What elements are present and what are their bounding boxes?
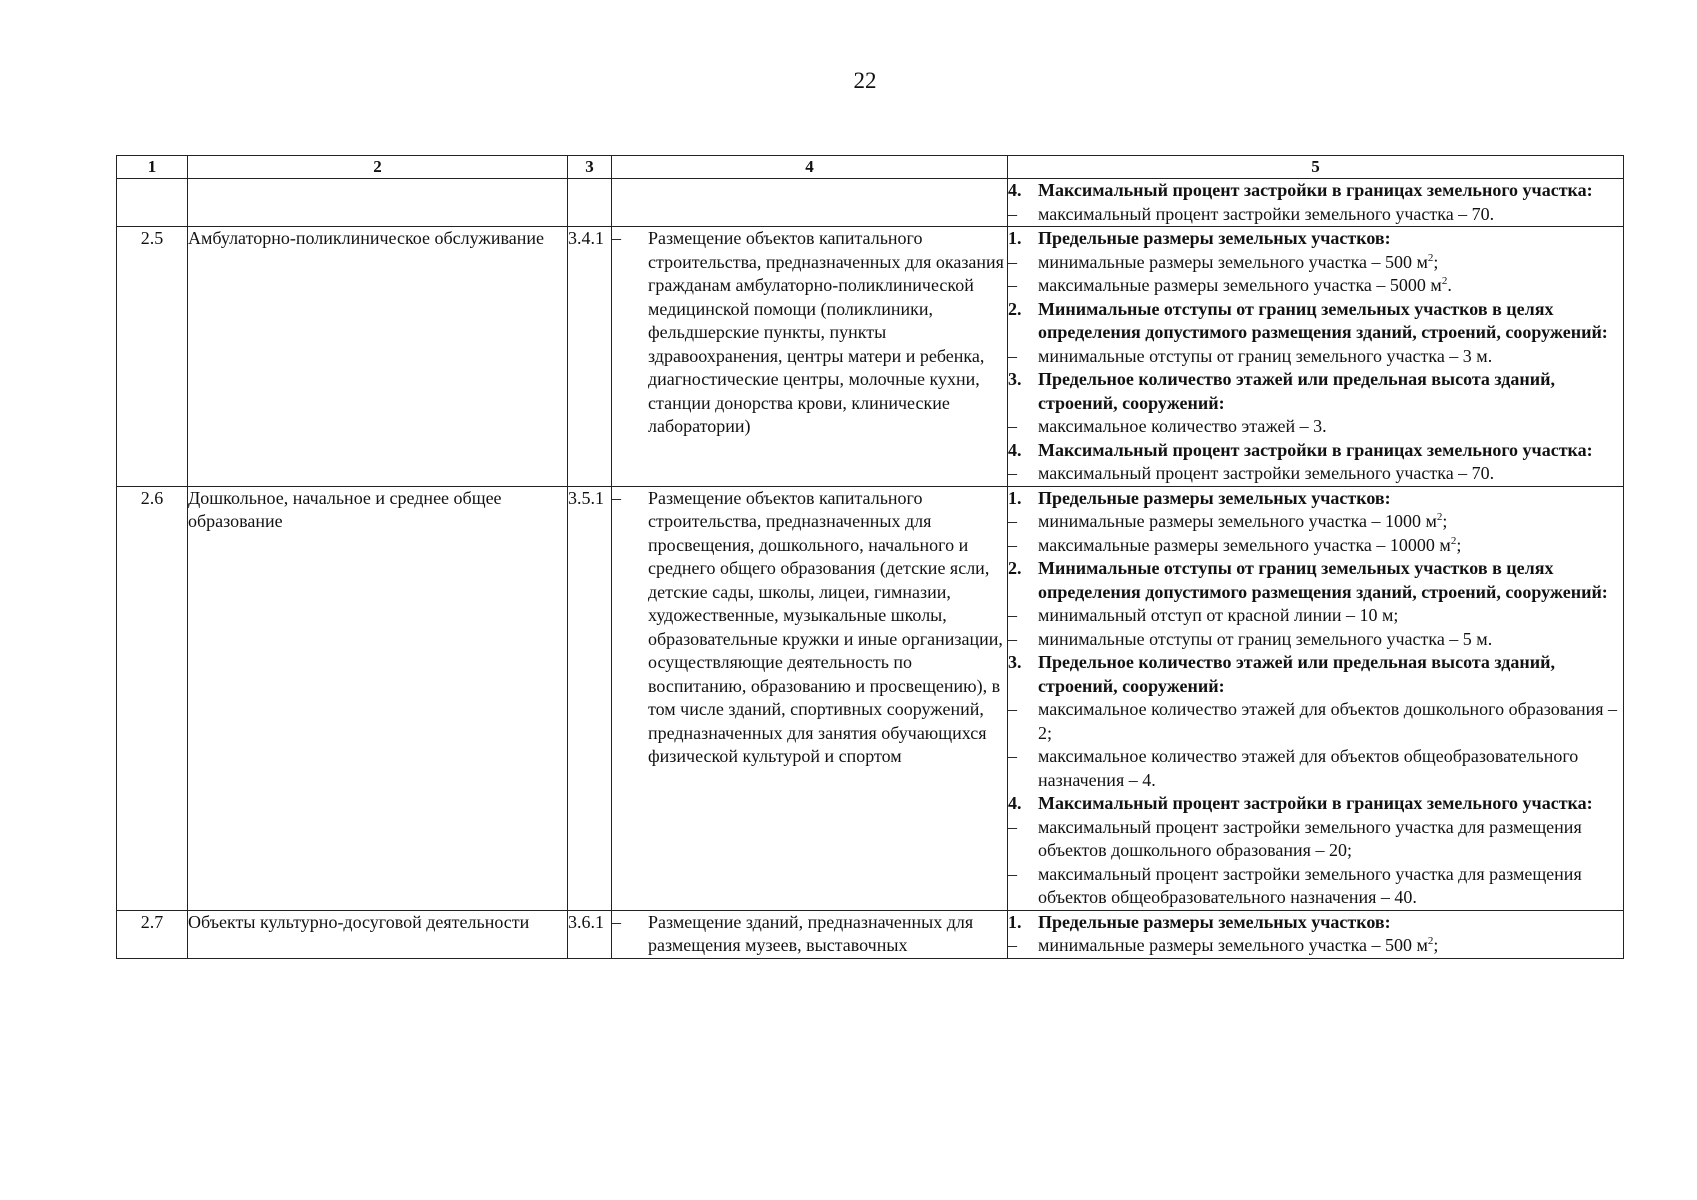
- item-text: [1038, 816, 1623, 863]
- item-text: [1038, 510, 1623, 534]
- item-marker: –: [1008, 628, 1017, 649]
- item-text-main: минимальные размеры земельного участка – 500 м: [1038, 935, 1428, 955]
- page-number: 22: [853, 68, 877, 93]
- item-text: [1038, 628, 1623, 652]
- classifier-code: [568, 179, 612, 227]
- row-number: 2.7: [117, 910, 188, 958]
- item-text: [1038, 179, 1623, 203]
- parameter-heading: [1008, 792, 1623, 816]
- item-marker: –: [1008, 251, 1017, 272]
- item-marker: –: [1008, 816, 1017, 837]
- header-col-2: 2: [188, 156, 568, 179]
- parameter-heading: [1008, 651, 1623, 698]
- header-col-4: 4: [612, 156, 1008, 179]
- item-text: [1038, 439, 1623, 463]
- item-text-main: Максимальный процент застройки в границах земельного участка:: [1038, 793, 1593, 813]
- parameter-heading: [1008, 368, 1623, 415]
- use-description-cell: [612, 910, 1008, 958]
- item-text-tail: ;: [1433, 251, 1439, 272]
- item-text-main: Предельные размеры земельных участков:: [1038, 911, 1391, 932]
- item-marker: –: [1008, 203, 1017, 224]
- use-type-name: Амбулаторно-поликлиническое обслуживание: [188, 227, 568, 487]
- header-col-3: 3: [568, 156, 612, 179]
- classifier-code: 3.4.1: [568, 227, 612, 487]
- item-text-main: Предельные размеры земельных участков:: [1038, 228, 1391, 248]
- item-text-main: Минимальные отступы от границ земельных участков в целях определения допустимого размещения зданий, строений, сооружений:: [1038, 558, 1608, 602]
- parameter-item: [1008, 345, 1623, 369]
- row-number: 2.5: [117, 227, 188, 487]
- item-text-main: Предельное количество этажей или предельная высота зданий, строений, сооружений:: [1038, 652, 1556, 696]
- parameter-item: [1008, 510, 1623, 534]
- item-marker: –: [1008, 511, 1017, 531]
- parameter-item: [1008, 745, 1623, 792]
- unit-superscript: 2: [1441, 275, 1448, 287]
- item-text: [1038, 462, 1623, 486]
- item-marker: 3.: [1008, 652, 1022, 672]
- header-col-5: 5: [1008, 156, 1624, 179]
- item-text-tail: ;: [1456, 534, 1462, 555]
- item-marker: –: [1008, 605, 1017, 625]
- item-marker: –: [1008, 863, 1017, 884]
- item-text: [1038, 345, 1623, 369]
- description-text: Размещение зданий, предназначенных для размещения музеев, выставочных: [648, 911, 974, 955]
- item-text-main: максимальный процент застройки земельного участка для размещения объектов дошкольного образования – 20;: [1038, 816, 1582, 860]
- parameter-item: [1008, 534, 1623, 558]
- parameter-item: [1008, 934, 1623, 958]
- item-marker: –: [1008, 345, 1017, 366]
- parameters-cell: [1008, 179, 1624, 227]
- item-text: [1038, 298, 1623, 345]
- item-text: [1038, 487, 1623, 511]
- item-text: [1038, 863, 1623, 910]
- item-text-main: максимальное количество этажей для объектов дошкольного образования – 2;: [1038, 699, 1618, 743]
- description-text: Размещение объектов капитального строительства, предназначенных для просвещения, дошкольного, начального и среднего общего образования (детские ясли, детские сады, школы, лицеи, гимназии, художественные, музыкальные школы, образовательные кружки и иные организации, осуществляющие деятельность по воспитанию, образованию и просвещению), в том числе зданий, спортивных сооружений, предназначенных для занятия обучающихся физической культурой и спортом: [648, 487, 1003, 766]
- item-text-main: минимальные размеры земельного участка – 500 м: [1038, 251, 1428, 272]
- item-text-tail: ;: [1433, 935, 1439, 955]
- item-marker: 2.: [1008, 298, 1022, 319]
- item-text: [1038, 557, 1623, 604]
- parameter-heading: [1008, 298, 1623, 345]
- item-marker: 4.: [1008, 793, 1022, 813]
- item-text: [1038, 203, 1623, 227]
- parameter-item: [1008, 628, 1623, 652]
- use-description-cell: [612, 227, 1008, 487]
- parameter-item: [1008, 203, 1623, 227]
- parameter-item: [1008, 863, 1623, 910]
- item-text: [1038, 251, 1623, 275]
- item-marker: –: [1008, 534, 1017, 555]
- parameter-item: [1008, 698, 1623, 745]
- item-text-main: минимальный отступ от красной линии – 10 м;: [1038, 605, 1399, 625]
- item-text-main: Предельное количество этажей или предельная высота зданий, строений, сооружений:: [1038, 369, 1556, 413]
- table-row: [117, 227, 1624, 487]
- item-marker: 4.: [1008, 439, 1022, 460]
- parameters-cell: [1008, 227, 1624, 487]
- use-description-cell: [612, 179, 1008, 227]
- use-type-name: [188, 179, 568, 227]
- use-type-name: Дошкольное, начальное и среднее общее образование: [188, 486, 568, 910]
- row-number: 2.6: [117, 486, 188, 910]
- classifier-code: 3.6.1: [568, 910, 612, 958]
- item-text-main: Максимальный процент застройки в границах земельного участка:: [1038, 180, 1593, 200]
- item-marker: 1.: [1008, 487, 1022, 508]
- item-text: [1038, 651, 1623, 698]
- parameter-item: [1008, 251, 1623, 275]
- item-text-main: минимальные отступы от границ земельного участка – 3 м.: [1038, 345, 1493, 366]
- item-text-main: Минимальные отступы от границ земельных участков в целях определения допустимого размещения зданий, строений, сооружений:: [1038, 298, 1608, 342]
- item-text-main: максимальное количество этажей для объектов общеобразовательного назначения – 4.: [1038, 746, 1579, 790]
- item-marker: –: [1008, 746, 1017, 766]
- regulations-table: [116, 155, 1624, 959]
- item-text-main: максимальное количество этажей – 3.: [1038, 416, 1327, 436]
- item-marker: 1.: [1008, 228, 1022, 248]
- table-row: [117, 910, 1624, 958]
- parameter-heading: [1008, 557, 1623, 604]
- parameter-heading: [1008, 227, 1623, 251]
- item-text: [1038, 415, 1623, 439]
- item-text: [1038, 698, 1623, 745]
- item-marker: 1.: [1008, 911, 1022, 932]
- item-marker: –: [1008, 275, 1017, 295]
- item-marker: 2.: [1008, 558, 1022, 578]
- description-marker: –: [612, 911, 621, 932]
- description-text: Размещение объектов капитального строительства, предназначенных для оказания гражданам амбулаторно-поликлинической медицинской помощи (поликлиники, фельдшерские пункты, пункты здравоохранения, центры матери и ребенка, диагностические центры, молочные кухни, станции донорства крови, клинические лаборатории): [648, 228, 1004, 436]
- unit-superscript: 2: [1427, 935, 1434, 947]
- item-marker: –: [1008, 699, 1017, 719]
- parameter-item: [1008, 274, 1623, 298]
- row-number: [117, 179, 188, 227]
- item-marker: –: [1008, 416, 1017, 436]
- header-col-1: 1: [117, 156, 188, 179]
- item-text-tail: ;: [1442, 511, 1448, 531]
- item-text-main: минимальные размеры земельного участка – 1000 м: [1038, 511, 1437, 531]
- item-text-main: максимальные размеры земельного участка – 5000 м: [1038, 275, 1442, 295]
- item-text: [1038, 368, 1623, 415]
- use-description: [612, 227, 1007, 439]
- item-marker: –: [1008, 935, 1017, 955]
- use-type-name: Объекты культурно-досуговой деятельности: [188, 910, 568, 958]
- unit-superscript: 2: [1450, 534, 1457, 547]
- classifier-code: 3.5.1: [568, 486, 612, 910]
- item-text-main: Предельные размеры земельных участков:: [1038, 487, 1391, 508]
- item-marker: –: [1008, 463, 1017, 483]
- description-marker: –: [612, 228, 621, 248]
- table-header-row: [117, 156, 1624, 179]
- use-description-cell: [612, 486, 1008, 910]
- parameter-item: [1008, 462, 1623, 486]
- unit-superscript: 2: [1427, 251, 1434, 264]
- description-marker: –: [612, 487, 621, 508]
- item-text-main: максимальный процент застройки земельного участка – 70.: [1038, 203, 1495, 224]
- use-description: [612, 487, 1007, 769]
- use-description: [612, 911, 1007, 958]
- item-text-main: Максимальный процент застройки в границах земельного участка:: [1038, 439, 1593, 460]
- parameter-item: [1008, 816, 1623, 863]
- parameters-cell: [1008, 910, 1624, 958]
- item-text: [1038, 604, 1623, 628]
- table-row: [117, 179, 1624, 227]
- parameter-heading: [1008, 487, 1623, 511]
- item-text: [1038, 934, 1623, 958]
- item-text-tail: .: [1447, 275, 1452, 295]
- item-marker: 4.: [1008, 180, 1022, 200]
- item-text: [1038, 227, 1623, 251]
- item-text-main: максимальный процент застройки земельного участка – 70.: [1038, 463, 1495, 483]
- item-text: [1038, 792, 1623, 816]
- table-row: [117, 486, 1624, 910]
- item-text-main: максимальные размеры земельного участка – 10000 м: [1038, 534, 1451, 555]
- item-text: [1038, 911, 1623, 935]
- parameter-item: [1008, 415, 1623, 439]
- unit-superscript: 2: [1436, 511, 1443, 523]
- parameter-heading: [1008, 179, 1623, 203]
- item-text: [1038, 534, 1623, 558]
- item-text-main: минимальные отступы от границ земельного участка – 5 м.: [1038, 628, 1493, 649]
- parameter-heading: [1008, 911, 1623, 935]
- item-text-main: максимальный процент застройки земельного участка для размещения объектов общеобразовательного назначения – 40.: [1038, 863, 1582, 907]
- item-marker: 3.: [1008, 369, 1022, 389]
- item-text: [1038, 274, 1623, 298]
- parameter-item: [1008, 604, 1623, 628]
- item-text: [1038, 745, 1623, 792]
- parameter-heading: [1008, 439, 1623, 463]
- parameters-cell: [1008, 486, 1624, 910]
